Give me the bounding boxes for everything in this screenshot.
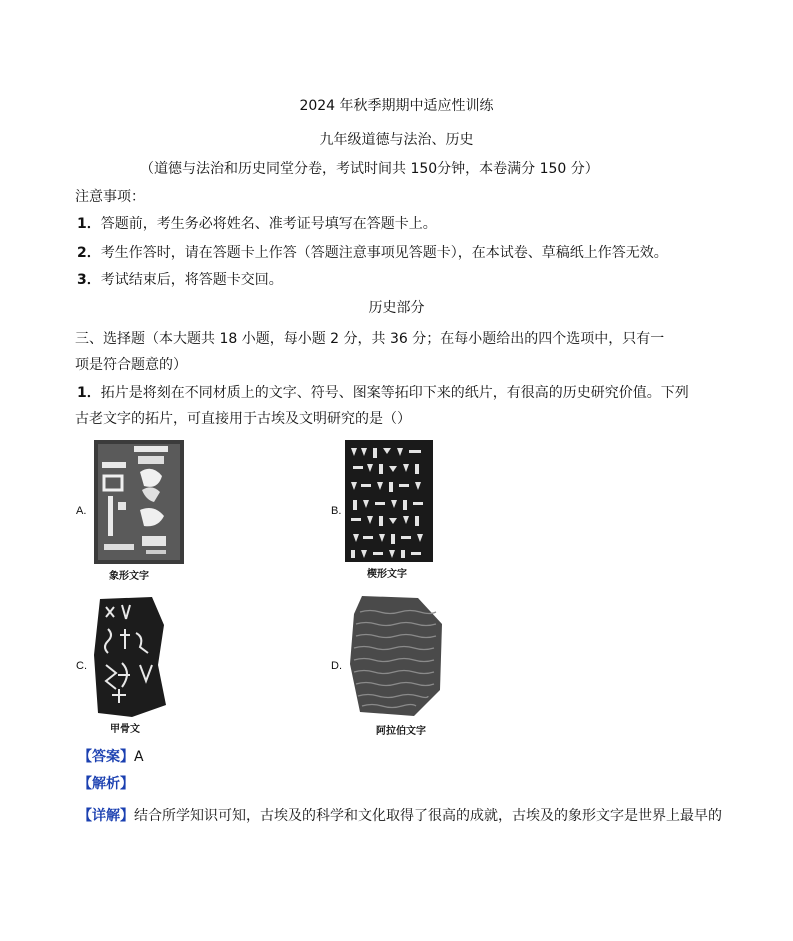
analysis-line bbox=[78, 775, 134, 793]
option-b-caption: 楔形文字 bbox=[367, 569, 407, 580]
notice-heading: 注意事项： bbox=[75, 189, 145, 205]
notice-item-3 bbox=[77, 271, 283, 289]
question-group-line1: 三、选择题（本大题共 18 小题，每小题 2 分，共 36 分；在每小题给出的四个选项中，只有一 bbox=[75, 331, 665, 347]
option-d-label: D. bbox=[331, 660, 342, 672]
question-number: 1． bbox=[77, 385, 101, 401]
answer-value: A bbox=[134, 749, 144, 765]
option-a-label: A. bbox=[76, 505, 87, 517]
notice-item-text: 考试结束后，将答题卡交回。 bbox=[100, 272, 283, 288]
exam-subtitle: 九年级道德与法治、历史 bbox=[319, 132, 474, 148]
detail-line bbox=[78, 807, 722, 825]
option-c-label: C. bbox=[76, 660, 87, 672]
notice-item-text: 考生作答时，请在答题卡上作答（答题注意事项见答题卡），在本试卷、草稿纸上作答无效。 bbox=[100, 245, 668, 261]
option-a-caption: 象形文字 bbox=[109, 571, 149, 582]
notice-item-1 bbox=[77, 215, 437, 233]
detail-tag: 【详解】 bbox=[78, 808, 134, 824]
exam-info: （道德与法治和历史同堂分卷，考试时间共 150分钟，本卷满分 150 分） bbox=[140, 161, 599, 177]
analysis-tag: 【解析】 bbox=[78, 776, 134, 792]
question-1-line2: 古老文字的拓片，可直接用于古埃及文明研究的是（） bbox=[75, 411, 411, 427]
option-c-caption: 甲骨文 bbox=[110, 724, 140, 735]
question-1-line1 bbox=[77, 384, 689, 402]
hieroglyph-rubbing-image bbox=[94, 440, 184, 564]
notice-item-number: 2． bbox=[77, 245, 101, 261]
cuneiform-rubbing-image bbox=[345, 440, 433, 562]
question-group-line2: 项是符合题意的） bbox=[75, 357, 187, 373]
notice-item-number: 1． bbox=[77, 216, 101, 232]
notice-item-text: 答题前，考生务必将姓名、准考证号填写在答题卡上。 bbox=[100, 216, 437, 232]
answer-line bbox=[78, 748, 144, 766]
exam-title: 2024 年秋季期期中适应性训练 bbox=[299, 98, 494, 114]
option-d-caption: 阿拉伯文字 bbox=[376, 726, 426, 737]
notice-item-2 bbox=[77, 244, 668, 262]
question-stem: 拓片是将刻在不同材质上的文字、符号、图案等拓印下来的纸片，有很高的历史研究价值。下列 bbox=[100, 385, 689, 401]
answer-tag: 【答案】 bbox=[78, 749, 134, 765]
arabic-script-rubbing-image bbox=[348, 594, 446, 718]
detail-text: 结合所学知识可知，古埃及的科学和文化取得了很高的成就，古埃及的象形文字是世界上最早的 bbox=[134, 808, 722, 824]
section-title: 历史部分 bbox=[368, 300, 425, 316]
option-b-label: B. bbox=[331, 505, 342, 517]
notice-item-number: 3． bbox=[77, 272, 101, 288]
oracle-bone-rubbing-image bbox=[92, 595, 170, 719]
